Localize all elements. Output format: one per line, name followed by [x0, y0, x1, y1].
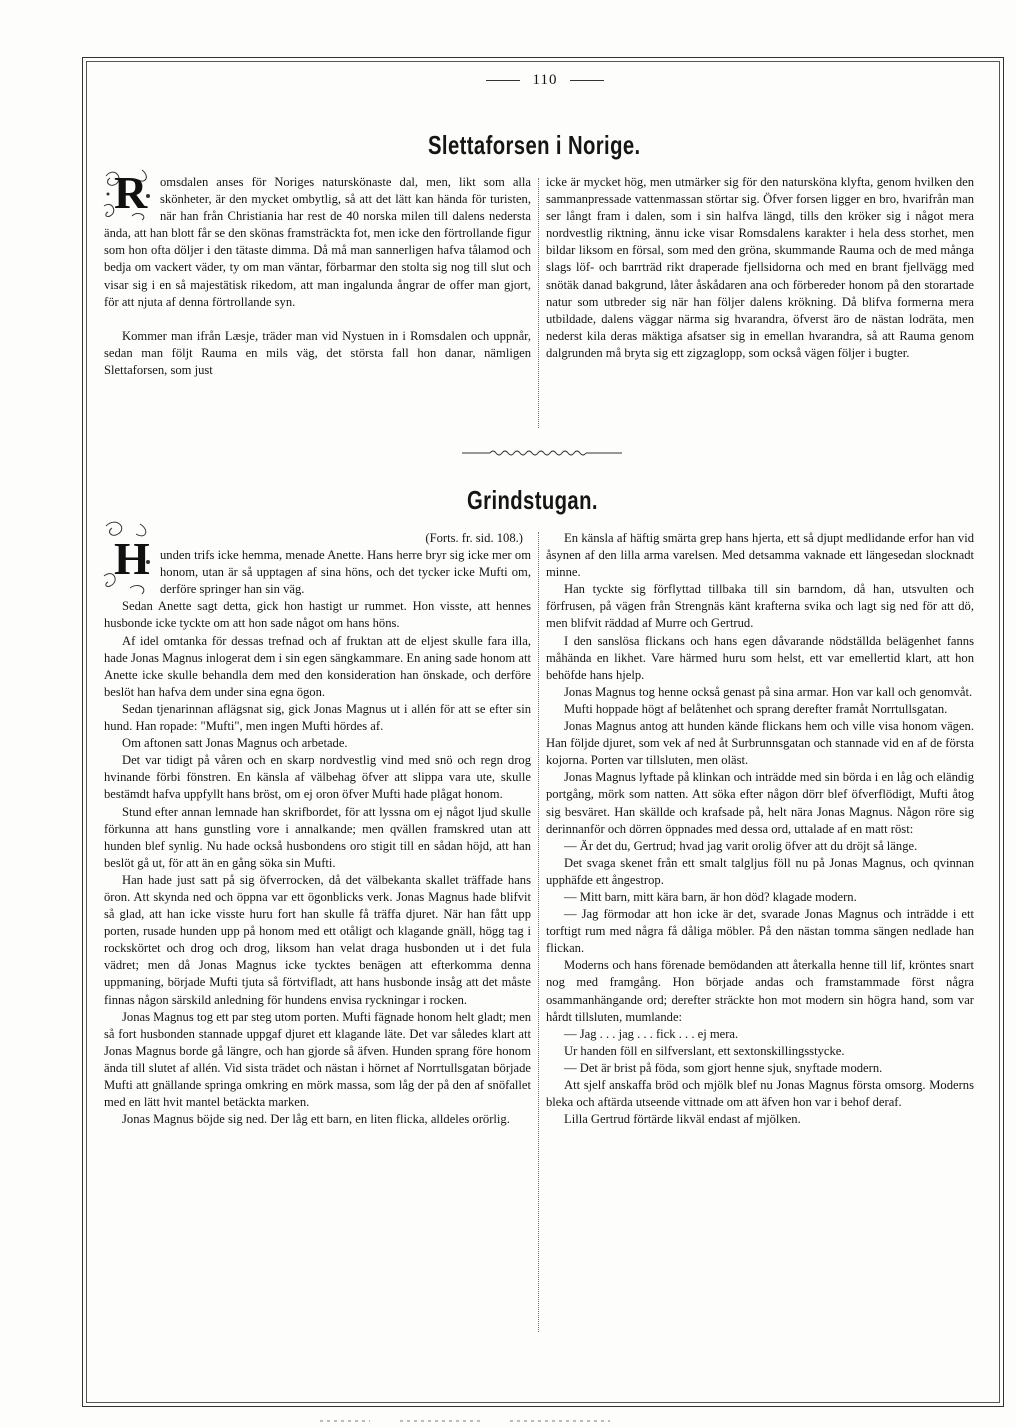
- article2-paragraph: Han hade just satt på sig öfverrocken, då det välbekanta skallet träffade hans öron. Att skynda ned och öppna var ett ögonblicks verk. Jonas Magnus hade blifvit så glad, att han icke visste huru fort han skulle få träffa djuret. När han fått upp porten, rusade hunden upp på honom med ett otåligt och klagande gnäll, högg tag i rockskörtet och drog och drog, liksom han velat draga husbonden ut i det fula vädret; men då Jonas Magnus icke tycktes benägen att efterkomma denna uppmaning, började Mufti tjuta så förtvifladt, att hans husbonde insåg att det måste finnas någon särskild anledning för hundens envisa ryckningar i rocken.: [104, 872, 531, 1007]
- article2-paragraph: Jonas Magnus lyftade på klinkan och inträdde med sin börda i en låg och eländig portgång, mörk som natten. Att söka efter någon dörr blef öfverflödigt, Mufti åtog sig besväret. Han skällde och krafsade på, helt nära Jonas Magnus. Någon röre sig derinnanför och dörren öppnades med dessa ord, uttalade af en matt röst:: [546, 770, 974, 836]
- article1-paragraph: Kommer man ifrån Læsje, träder man vid Nystuen in i Romsdalen och uppnår, sedan man följt Rauma en mils väg, det största fall hon danar, nämligen Slettaforsen, som just: [104, 328, 531, 377]
- initial-letter: R: [114, 167, 148, 218]
- article2-paragraph: I den sanslösa flickans och hans egen dåvarande nödställda belägenhet fanns måhända en likhet. Vare härmed huru som helst, ett var emellertid klart, att hon behöfde hans hjelp.: [546, 633, 974, 682]
- article2-paragraph: Sedan Anette sagt detta, gick hon hastigt ur rummet. Hon visste, att hennes husbonde icke tyckte om att hon sade något om hans höns.: [104, 599, 531, 631]
- article1-column-left: [104, 167, 531, 379]
- continuation-note: (Forts. fr. sid. 108.): [425, 531, 523, 545]
- article2-paragraph: Att sjelf anskaffa bröd och mjölk blef nu Jonas Magnus första omsorg. Moderns bleka och aftärda utseende vittnade om att äfven hon var i behof deraf.: [546, 1078, 974, 1110]
- article2-paragraph: Det svaga skenet från ett smalt talgljus föll nu på Jonas Magnus, och qvinnan upphäfde ett ångestrop.: [546, 855, 974, 887]
- article2-paragraph: — Jag förmodar att hon icke är det, svarade Jonas Magnus och inträdde i ett torftigt rum med några få dåliga möbler. På den nästan tomma sängen nedlade han flickan.: [546, 907, 974, 956]
- section-divider-ornament: [462, 448, 622, 458]
- article1-paragraph: icke är mycket hög, men utmärker sig för den natursköna klyfta, genom hvilken den sammanpressade vattenmassan störtar sig. Öfver forsen ligger en bro, hvarifrån man ser långt fram i dalen, som i sin halfva längd, tills den kröker sig i något mera nordvestlig riktning, ännu icke visar Romsdalens karakter i hela dess storhet, men bildar liksom en försal, som med den gröna, skummande Rauma och de med många slags löf- och barrträd rikt draperade fjellsidorna och med en brant fjellvägg med snötäk danad bakgrund, låter åskådaren ana och förbereder honom på den storartade natur som utbreder sig när han följer dalens krökning. Då blifva formerna mera utbildade, dalens väggar närma sig hvarandra, öfverst äro de nästan lodräta, men nederst kila deras mäktiga afsatser sig in emellan hvarandra, så att Rauma genom dalgrunden må bryta sig ett zigzaglopp, som också vägen följer i bugter.: [546, 175, 974, 360]
- article2-paragraph: Sedan tjenarinnan aflägsnat sig, gick Jonas Magnus ut i allén för att se efter sin hund. Han ropade: "Mufti", men ingen Mufti hördes af.: [104, 701, 531, 734]
- article2-text: unden trifs icke hemma, menade Anette. Hans herre bryr sig icke mer om honom, utan är så upptagen af sina höns, och det tycker icke Mufti om, derföre springer han sin väg.: [160, 548, 531, 597]
- article2-paragraph: Han tyckte sig förflyttad tillbaka till sin barndom, då han, utsvulten och förfrusen, på vägen från Strengnäs känt krafterna svika och lagt sig ned för att dö, men blifvit räddad af Murre och Gertrud.: [546, 582, 974, 631]
- article2-paragraph: Ur handen föll en silfverslant, ett sextonskillingsstycke.: [564, 1043, 845, 1058]
- article2-paragraph: Mufti hoppade högt af belåtenhet och sprang derefter framåt Norrtullsgatan.: [564, 701, 948, 716]
- article1-text: omsdalen anses för Noriges naturskönaste dal, men, likt som alla skönheter, är den mycket ombytlig, så att det lätt kan hända för turisten, när han från Christiania har rest de 40 norska milen till dalens nedersta ända, att han blott får se den skönas framsträckta fot, men icke den förtrollande figur som hon ofta döljer i den tätaste dimma. Då må man sannerligen hafva tålamod och bedja om vackert väder, ty om man väntar, förbarmar den stolta sig nog till slut och visar sig i en så majestätisk rikedom, att man ingalunda ångrar de offer man gjort, för att njuta af denna förtrollande syn.: [104, 175, 531, 309]
- article2-paragraph: Jonas Magnus tog ett par steg utom porten. Mufti fägnade honom helt gladt; men så fort husbonden stannade uppgaf djuret ett klagande läte. Det var således klart att Jonas Magnus borde gå längre, och han gjorde så äfven. Hunden sprang före honom ända till slutet af allén. Vid sista trädet och nästan i hörnet af Norrtullsgatan började Mufti att gnällande springa omkring en mörk massa, som låg der på den af snöfallet med en lätt hvit mantel betäckta marken.: [104, 1009, 531, 1110]
- article2-paragraph: Om aftonen satt Jonas Magnus och arbetade.: [122, 736, 348, 751]
- article2-paragraph: Moderns och hans förenade bemödanden att återkalla henne till lif, kröntes snart nog med framgång. Hon började andas och framstammade först några osammanhängande ord; derefter sträckte hon mot modern sin högra hand, som var hårdt tillsluten, mumlande:: [546, 958, 974, 1024]
- article2-column-right: [546, 530, 974, 1128]
- article2-paragraph: Lilla Gertrud förtärde likväl endast af mjölken.: [564, 1112, 801, 1127]
- article2-paragraph: — Är det du, Gertrud; hvad jag varit orolig öfver att du dröjt så länge.: [564, 838, 918, 853]
- article2-paragraph: Jonas Magnus tog henne också genast på sina armar. Hon var kall och genomvåt.: [564, 684, 973, 699]
- article1-column-right: [546, 174, 974, 362]
- article-title-slettaforsen: Slettaforsen i Norige.: [428, 130, 641, 160]
- article2-paragraph: — Mitt barn, mitt kära barn, är hon död? klagade modern.: [564, 889, 857, 904]
- bleed-through-marks: [280, 1418, 680, 1424]
- decorative-initial-h: [102, 518, 154, 596]
- article-title-grindstugan: Grindstugan.: [467, 485, 598, 515]
- article2-paragraph: [104, 530, 531, 598]
- article2-paragraph: Jonas Magnus böjde sig ned. Der låg ett barn, en liten flicka, alldeles orörlig.: [122, 1112, 510, 1127]
- decorative-initial-r: [102, 166, 154, 222]
- page-number-value: 110: [532, 72, 558, 88]
- page-number-dash-right: [570, 80, 604, 81]
- article2-paragraph: Stund efter annan lemnade han skrifbordet, för att lyssna om ej något ljud skulle förkunna att hans gunstling vore i annalkande; men qvällen framskred utan att hunden blef synlig. Nu hade också husbondens oro stigit till en sådan höjd, att han beslöt gå ut, för att än en gång söka sin Mufti.: [104, 804, 531, 870]
- article2-paragraph: Af idel omtanka för dessas trefnad och af fruktan att de eljest skulle fara illa, hade Jonas Magnus inlogerat dem i sin egen sängkammare. En aning sade honom att Anette icke skulle behandla dem med den konsideration han önskade, och derföre beslöt han hafva dem under sina egna ögon.: [104, 633, 531, 699]
- article2-column-left: [104, 530, 531, 1128]
- column-divider: [538, 178, 539, 428]
- article2-paragraph: Det var tidigt på våren och en skarp nordvestlig vind med snö och regn drog hvinande förbi fönstren. En känsla af välbehag öfver att slippa vara ute, skulle bestämdt hafva uppfyllt hans bröst, om ej oron öfver Mufti hade plågat honom.: [104, 753, 531, 802]
- page-number-dash-left: [486, 80, 520, 81]
- article2-paragraph: Jonas Magnus antog att hunden kände flickans hem och ville visa honom vägen. Han följde djuret, som vek af ned åt Surbrunnsgatan och stannade vid en af de första kojorna. Porten var tillsluten, men oläst.: [546, 719, 974, 768]
- article2-paragraph: — Jag . . . jag . . . fick . . . ej mera.: [564, 1026, 739, 1041]
- article2-paragraph: — Det är brist på föda, som gjort henne sjuk, snyftade modern.: [564, 1060, 883, 1075]
- page-number: [0, 72, 1016, 89]
- initial-letter: H: [114, 533, 150, 584]
- article2-paragraph: En känsla af häftig smärta grep hans hjerta, ett så djupt medlidande erfor han vid åsynen af den lilla arma varelsen. Med detsamma vaknade ett längesedan slocknadt minne.: [546, 531, 974, 580]
- article1-paragraph: [104, 167, 531, 311]
- column-divider: [538, 532, 539, 1332]
